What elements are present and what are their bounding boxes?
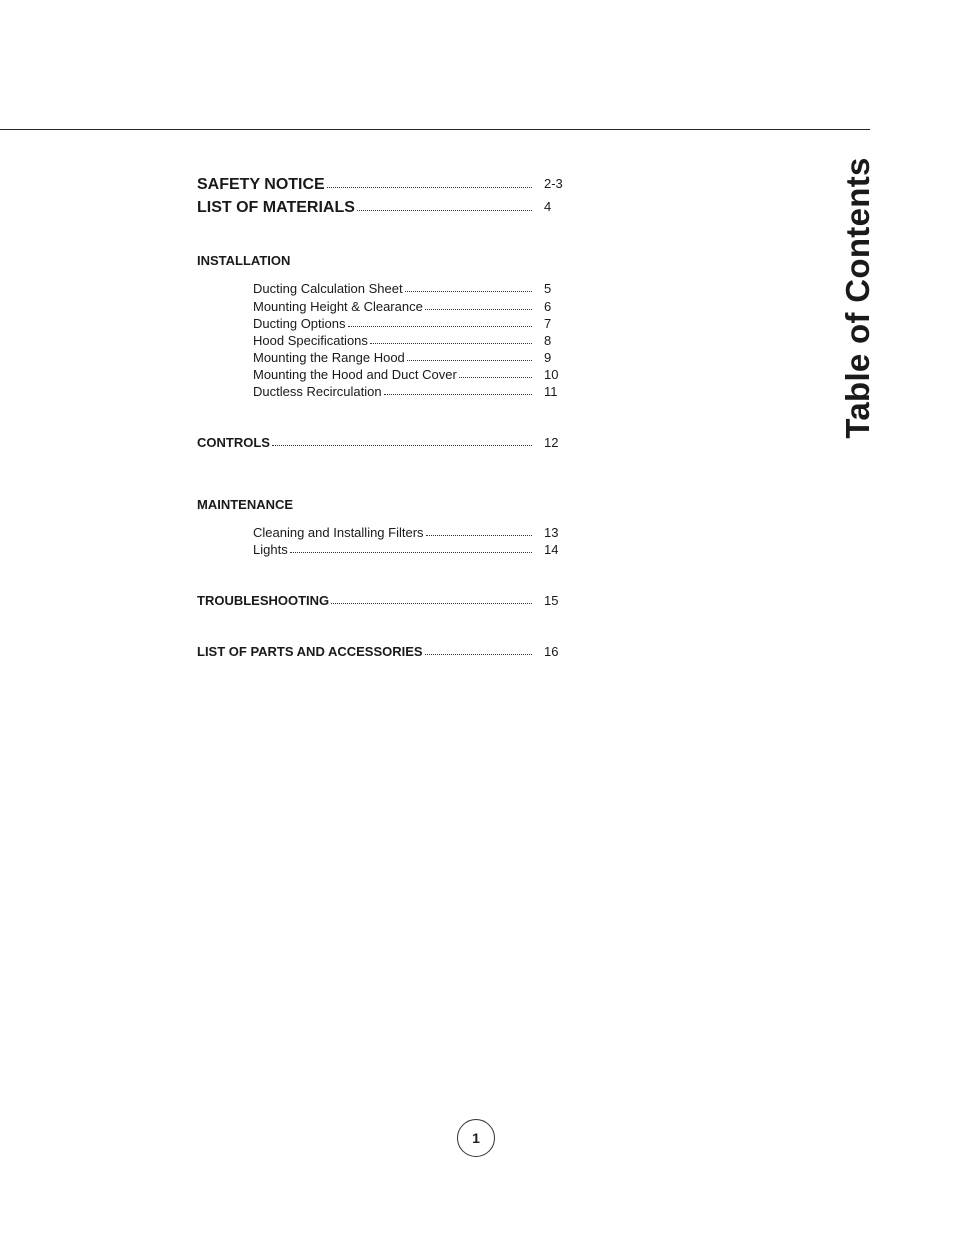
toc-entry-label: CONTROLS	[197, 435, 270, 450]
toc-entry-page: 5	[544, 281, 552, 296]
toc-entry-label: Mounting Height & Clearance	[253, 299, 423, 314]
page-title: Table of Contents	[839, 157, 876, 439]
toc-entry-page: 4	[544, 199, 552, 214]
dot-leader	[327, 187, 532, 188]
toc-entry-mounting-height-clearance[interactable]	[253, 299, 552, 314]
toc-entry-page: 6	[544, 299, 552, 314]
toc-entry-label: Hood Specifications	[253, 333, 368, 348]
toc-entry-mounting-hood-and-duct-cover[interactable]	[253, 367, 559, 382]
dot-leader	[272, 445, 532, 446]
toc-entry-label: LIST OF PARTS AND ACCESSORIES	[197, 644, 423, 659]
toc-entry-page: 16	[544, 644, 559, 659]
toc-entry-label: Ducting Calculation Sheet	[253, 281, 403, 296]
toc-entry-page: 2-3	[544, 176, 563, 191]
dot-leader	[348, 326, 533, 327]
toc-entry-list-of-materials[interactable]	[197, 199, 552, 217]
toc-entry-page: 11	[544, 384, 558, 399]
toc-entry-label: Ducting Options	[253, 316, 346, 331]
toc-entry-page: 14	[544, 542, 559, 557]
dot-leader	[331, 603, 532, 604]
section-heading-maintenance: MAINTENANCE	[197, 497, 294, 512]
toc-entry-lights[interactable]	[253, 542, 559, 557]
page-number-badge: 1	[457, 1119, 495, 1157]
toc-entry-mounting-the-range-hood[interactable]	[253, 350, 552, 365]
toc-entry-label: SAFETY NOTICE	[197, 176, 325, 193]
toc-entry-page: 13	[544, 525, 559, 540]
dot-leader	[407, 360, 532, 361]
toc-entry-page: 9	[544, 350, 552, 365]
toc-entry-label: Mounting the Hood and Duct Cover	[253, 367, 457, 382]
toc-entry-label: Ductless Recirculation	[253, 384, 382, 399]
dot-leader	[384, 394, 532, 395]
toc-entry-page: 8	[544, 333, 552, 348]
toc-entry-page: 15	[544, 593, 559, 608]
dot-leader	[425, 309, 532, 310]
toc-entry-page: 7	[544, 316, 552, 331]
toc-entry-controls[interactable]	[197, 435, 559, 450]
toc-entry-ductless-recirculation[interactable]	[253, 384, 558, 399]
section-heading-installation: INSTALLATION	[197, 253, 291, 268]
toc-entry-list-of-parts-and-accessories[interactable]	[197, 644, 559, 659]
top-horizontal-rule	[0, 129, 870, 130]
dot-leader	[459, 377, 532, 378]
toc-entry-page: 12	[544, 435, 559, 450]
toc-entry-safety-notice[interactable]	[197, 176, 563, 194]
toc-entry-label: Lights	[253, 542, 288, 557]
dot-leader	[290, 552, 532, 553]
toc-entry-cleaning-installing-filters[interactable]	[253, 525, 559, 540]
toc-entry-label: Mounting the Range Hood	[253, 350, 405, 365]
toc-entry-troubleshooting[interactable]	[197, 593, 559, 608]
dot-leader	[425, 654, 532, 655]
toc-entry-ducting-options[interactable]	[253, 316, 552, 331]
toc-entry-hood-specifications[interactable]	[253, 333, 552, 348]
toc-entry-ducting-calculation-sheet[interactable]	[253, 281, 552, 296]
dot-leader	[357, 210, 532, 211]
toc-entry-label: TROUBLESHOOTING	[197, 593, 330, 608]
toc-entry-label: Cleaning and Installing Filters	[253, 525, 424, 540]
dot-leader	[370, 343, 532, 344]
toc-entry-page: 10	[544, 367, 559, 382]
dot-leader	[405, 291, 532, 292]
toc-entry-label: LIST OF MATERIALS	[197, 199, 355, 216]
dot-leader	[426, 535, 532, 536]
